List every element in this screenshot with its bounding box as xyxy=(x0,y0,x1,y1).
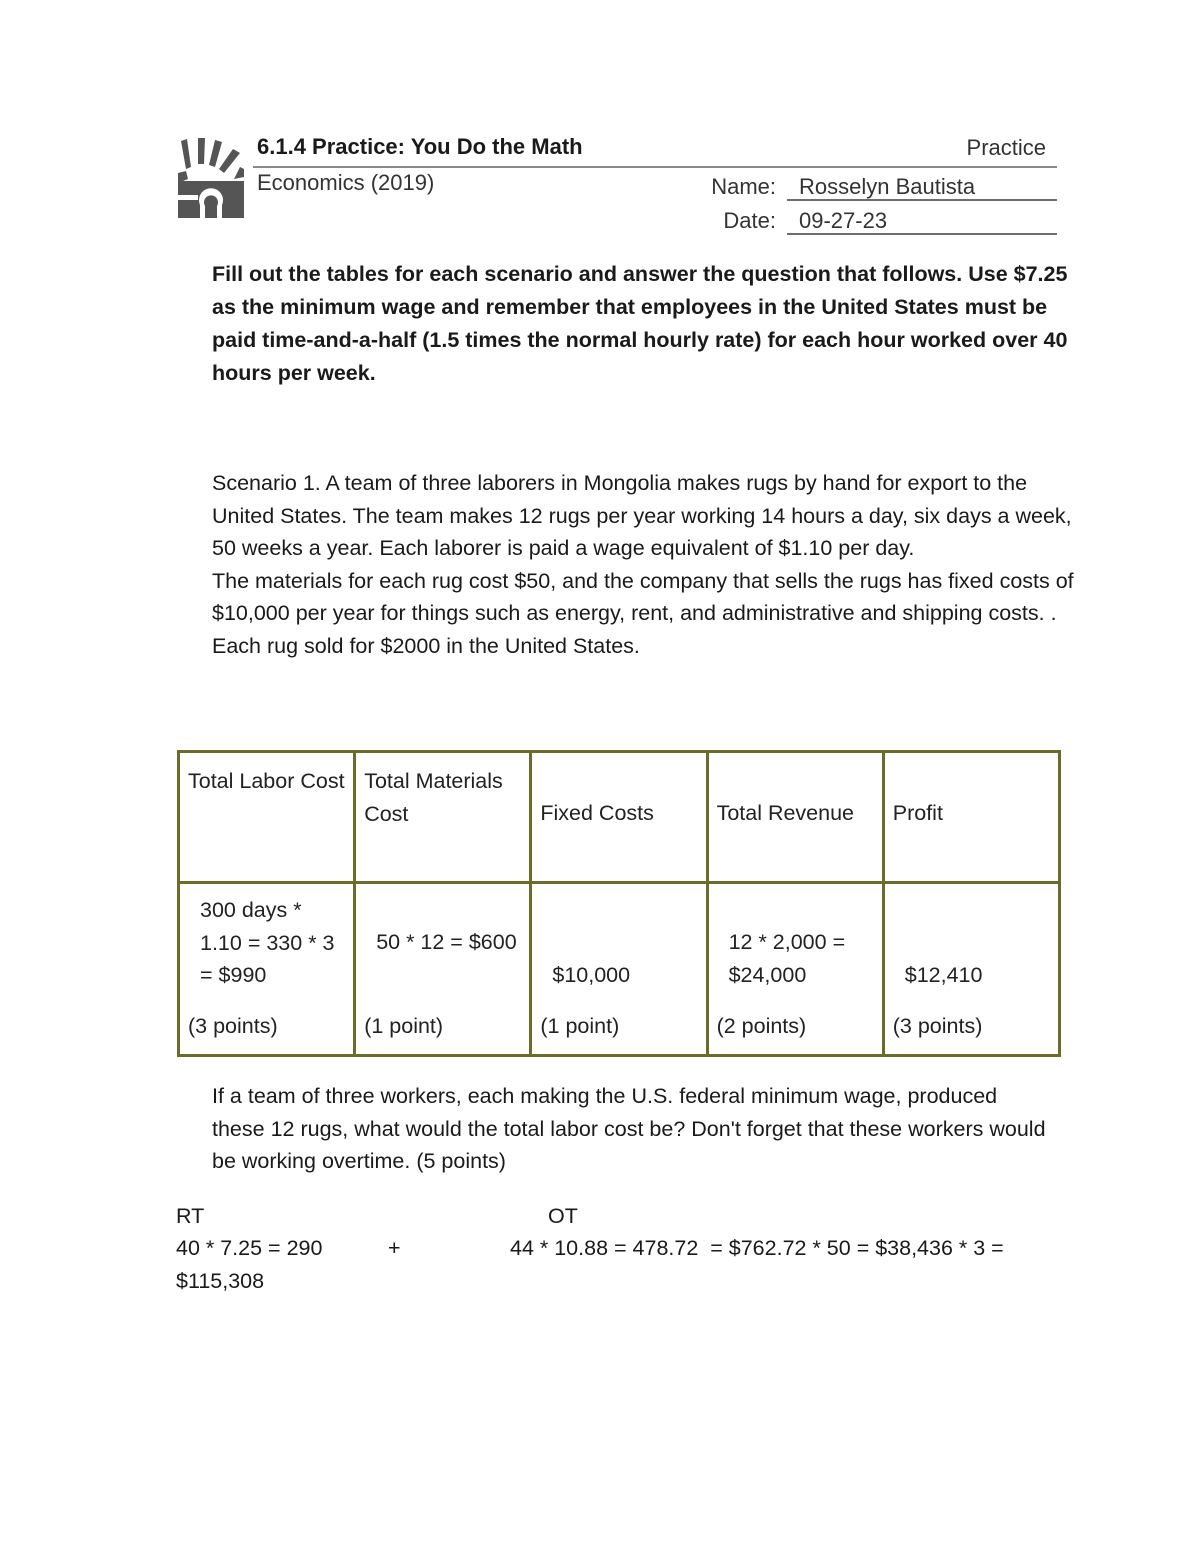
answer-materials-cost: 50 * 12 = $600 xyxy=(376,930,517,954)
header-labor-cost: Total Labor Cost xyxy=(179,752,355,883)
instructions: Fill out the tables for each scenario and answer the question that follows. Use $7.25 as the minimum wage and remember that employees in the United States must be paid time-and-a-half (1.5 times the normal hourly rate) for each hour worked over 40 hours per week. xyxy=(212,262,1068,385)
ot-calculation: 44 * 10.88 = 478.72 = $762.72 * 50 = $38,436 * 3 = xyxy=(510,1236,1004,1260)
answer-labor-cost: 300 days * 1.10 = 330 * 3 = $990 xyxy=(200,898,335,987)
points-fixed-costs: (1 point) xyxy=(540,1013,620,1038)
ot-label: OT xyxy=(548,1204,578,1228)
table-cell xyxy=(179,883,355,1056)
assignment-title: 6.1.4 Practice: You Do the Math xyxy=(257,134,583,159)
table-header-row xyxy=(179,752,1060,883)
scenario-text xyxy=(212,467,1082,662)
rt-calculation: 40 * 7.25 = 290 xyxy=(176,1236,323,1260)
answer-profit: $12,410 xyxy=(904,963,983,987)
plus-sign: + xyxy=(388,1236,401,1260)
rt-label: RT xyxy=(176,1204,205,1228)
table-answer-row xyxy=(179,883,1060,1056)
assignment-type: Practice xyxy=(966,135,1046,160)
table-cell xyxy=(883,883,1059,1056)
scenario-paragraph-3: Each rug sold for $2000 in the United States. xyxy=(212,633,640,658)
date-label: Date: xyxy=(723,208,776,233)
header-materials-cost: Total Materials Cost xyxy=(355,752,531,883)
header-total-revenue: Total Revenue xyxy=(707,752,883,883)
points-materials-cost: (1 point) xyxy=(364,1013,444,1038)
table-cell xyxy=(531,883,707,1056)
sunburst-logo-icon xyxy=(178,137,244,218)
header-profit: Profit xyxy=(883,752,1059,883)
name-value: Rosselyn Bautista xyxy=(799,174,976,199)
table-cell xyxy=(707,883,883,1056)
table-cell xyxy=(355,883,531,1056)
scenario-paragraph-1: Scenario 1. A team of three laborers in Mongolia makes rugs by hand for export to the United States. The team makes 12 rugs per year working 14 hours a day, six days a week, 50 weeks a year. Each laborer is paid a wage equivalent of $1.10 per day. xyxy=(212,471,1072,560)
name-underline xyxy=(787,199,1057,201)
overtime-question: If a team of three workers, each making the U.S. federal minimum wage, produced these 12 rugs, what would the total labor cost be? Don't forget that these workers would be working overtime. (5 points) xyxy=(212,1084,1046,1173)
name-label: Name: xyxy=(711,174,776,199)
points-labor-cost: (3 points) xyxy=(188,1013,278,1038)
points-total-revenue: (2 points) xyxy=(716,1013,807,1038)
scenario-table xyxy=(177,750,1061,1057)
answer-total-revenue: 12 * 2,000 = $24,000 xyxy=(728,930,846,987)
course-name: Economics (2019) xyxy=(257,170,435,195)
total-labor-cost-answer: $115,308 xyxy=(176,1269,265,1293)
date-underline xyxy=(787,233,1057,235)
answer-fixed-costs: $10,000 xyxy=(552,963,631,987)
header-fixed-costs: Fixed Costs xyxy=(531,752,707,883)
date-value: 09-27-23 xyxy=(799,208,888,233)
points-profit: (3 points) xyxy=(892,1013,983,1038)
header-divider xyxy=(253,166,1057,168)
scenario-paragraph-2: The materials for each rug cost $50, and the company that sells the rugs has fixed costs of $10,000 per year for things such as energy, rent, and administrative and shipping costs. . xyxy=(212,568,1074,625)
